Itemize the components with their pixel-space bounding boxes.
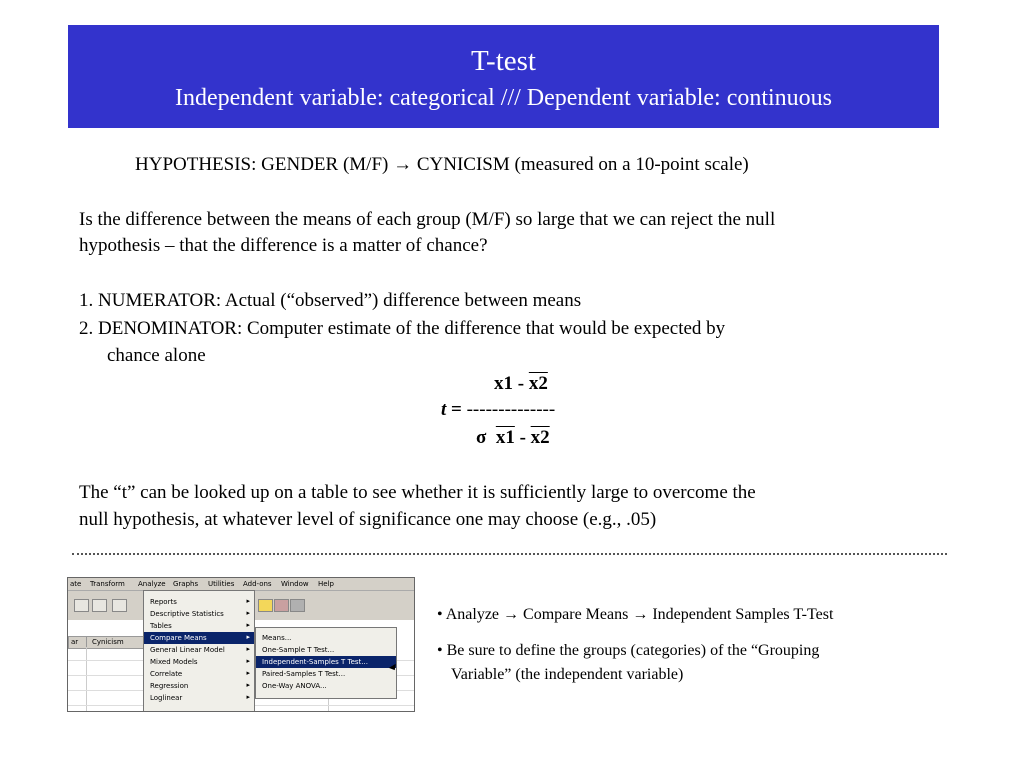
formula-denominator	[476, 425, 550, 451]
menu-item-reports[interactable]	[144, 596, 254, 608]
submenu-arrow-icon: ▸	[246, 657, 250, 665]
menu-addons[interactable]: Add-ons	[243, 580, 272, 588]
bullet-grouping-line-1: • Be sure to define the groups (categories) of the “Grouping	[437, 642, 820, 659]
column-header-label: ar	[71, 638, 79, 646]
menu-item-label: Compare Means	[150, 634, 207, 642]
conclusion-line-1: The “t” can be looked up on a table to see whether it is sufficiently large to overcome the	[79, 482, 756, 503]
menu-item-descriptive[interactable]	[144, 608, 254, 620]
formula-num-x2: x2	[528, 373, 548, 394]
menu-analyze[interactable]: Analyze	[138, 580, 166, 588]
bullet-analyze-path	[437, 604, 833, 626]
menu-help[interactable]: Help	[318, 580, 334, 588]
submenu-arrow-icon: ▸	[246, 669, 250, 677]
submenu-arrow-icon: ▸	[246, 681, 250, 689]
arrow-right-icon: →	[393, 154, 413, 175]
arrow-right-icon: →	[503, 606, 520, 623]
menu-edit[interactable]: ate	[70, 580, 82, 588]
submenu-arrow-icon: ▸	[246, 609, 250, 617]
toolbar-button[interactable]	[92, 599, 107, 612]
menu-window[interactable]: Window	[281, 580, 309, 588]
conclusion-line-2: null hypothesis, at whatever level of significance one may choose (e.g., .05)	[79, 509, 657, 530]
grid-line	[86, 647, 87, 712]
hypothesis-text-a: HYPOTHESIS: GENDER (M/F)	[135, 154, 394, 175]
toolbar-button[interactable]	[112, 599, 127, 612]
menu-item-label: Means...	[262, 634, 292, 642]
column-header-cynicism[interactable]	[86, 636, 144, 649]
menu-item-tables[interactable]	[144, 620, 254, 632]
list-item-denominator-cont: chance alone	[107, 345, 206, 366]
menu-item-label: Correlate	[150, 670, 183, 678]
menu-graphs[interactable]: Graphs	[173, 580, 199, 588]
menu-item-loglinear[interactable]	[144, 692, 254, 704]
spss-screenshot	[67, 577, 415, 712]
hypothesis-text-b: CYNICISM (measured on a 10-point scale)	[412, 154, 749, 175]
submenu-item-one-way-anova[interactable]	[256, 680, 396, 692]
menu-item-label: General Linear Model	[150, 646, 225, 654]
menu-item-compare-means[interactable]	[144, 632, 254, 644]
toolbar-button[interactable]	[274, 599, 289, 612]
menu-item-label: Loglinear	[150, 694, 183, 702]
menu-transform[interactable]: Transform	[90, 580, 125, 588]
menu-item-label: Mixed Models	[150, 658, 198, 666]
toolbar-button[interactable]	[290, 599, 305, 612]
menu-item-label: Regression	[150, 682, 189, 690]
formula-num-minus: -	[513, 373, 529, 394]
menu-item-label: Reports	[150, 598, 177, 606]
submenu-arrow-icon: ▸	[246, 645, 250, 653]
submenu-item-paired-samples[interactable]	[256, 668, 396, 680]
title-band	[68, 25, 939, 128]
formula-numerator	[494, 371, 548, 397]
menu-item-label: One-Way ANOVA...	[262, 682, 327, 690]
toolbar-button[interactable]	[74, 599, 89, 612]
menu-item-label: Descriptive Statistics	[150, 610, 224, 618]
formula-den-minus: -	[514, 427, 531, 448]
list-item-numerator: 1. NUMERATOR: Actual (“observed”) difference between means	[79, 290, 582, 311]
menu-item-label: Tables	[150, 622, 172, 630]
compare-means-submenu	[255, 627, 397, 699]
slide-title: T-test	[471, 45, 536, 77]
formula-den-x1: x1	[495, 427, 515, 448]
submenu-item-independent-samples[interactable]	[256, 656, 396, 668]
menu-item-mixed-models[interactable]	[144, 656, 254, 668]
submenu-arrow-icon: ▸	[246, 621, 250, 629]
formula-num-x1: x1	[494, 373, 513, 394]
dotted-divider	[72, 553, 947, 555]
menu-item-correlate[interactable]	[144, 668, 254, 680]
menu-item-label: One-Sample T Test...	[262, 646, 335, 654]
bullet-text-a: • Analyze	[437, 606, 504, 623]
submenu-item-means[interactable]	[256, 632, 396, 644]
column-header-label: Cynicism	[92, 638, 124, 646]
bullet-text-b: Compare Means	[519, 606, 633, 623]
submenu-arrow-icon: ▸	[246, 693, 250, 701]
column-header[interactable]	[68, 636, 87, 649]
question-line-2: hypothesis – that the difference is a matter of chance?	[79, 235, 488, 256]
slide-subtitle: Independent variable: categorical /// Dependent variable: continuous	[174, 85, 833, 111]
list-item-denominator: 2. DENOMINATOR: Computer estimate of the difference that would be expected by	[79, 318, 726, 339]
menu-item-regression[interactable]	[144, 680, 254, 692]
menu-item-glm[interactable]	[144, 644, 254, 656]
formula-dashes: --------------	[466, 399, 556, 420]
arrow-right-icon: →	[632, 606, 649, 623]
formula-den-x2: x2	[530, 427, 550, 448]
formula-equals: =	[446, 399, 467, 420]
menu-item-label: Independent-Samples T Test...	[262, 658, 368, 666]
menu-utilities[interactable]: Utilities	[208, 580, 235, 588]
submenu-arrow-icon: ▸	[246, 633, 250, 641]
menu-item-label: Paired-Samples T Test...	[262, 670, 346, 678]
formula-fraction-line	[441, 397, 555, 423]
hypothesis-line	[135, 152, 749, 178]
bullet-grouping-line-2: Variable” (the independent variable)	[451, 666, 684, 683]
formula-sigma: σ	[476, 427, 487, 448]
submenu-item-one-sample[interactable]	[256, 644, 396, 656]
toolbar-button[interactable]	[258, 599, 273, 612]
submenu-arrow-icon: ▸	[246, 597, 250, 605]
question-line-1: Is the difference between the means of each group (M/F) so large that we can reject the null	[79, 209, 776, 230]
analyze-menu	[143, 590, 255, 712]
bullet-text-c: Independent Samples T-Test	[648, 606, 834, 623]
formula-t: t	[441, 399, 447, 420]
